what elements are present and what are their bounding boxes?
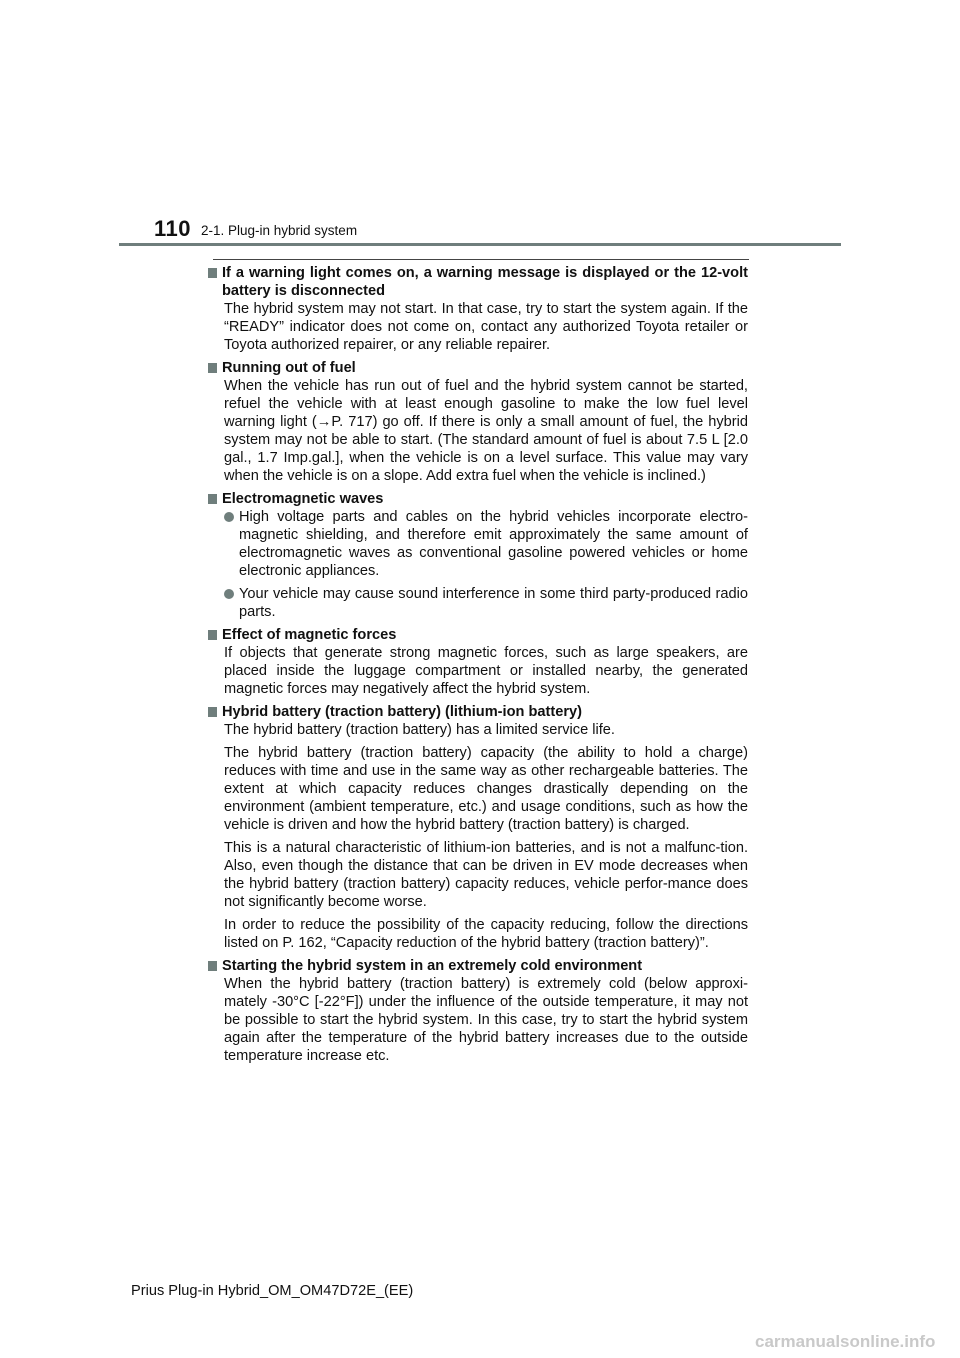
section-title: 2-1. Plug-in hybrid system — [201, 223, 358, 238]
content-rule — [213, 259, 749, 260]
paragraph: The hybrid system may not start. In that case, try to start the system again. If the “READY” indicator does not come on, contact any authorized Toyota retailer or Toyota authorized repairer, or any reliable repairer. — [224, 301, 748, 353]
square-bullet-icon — [208, 630, 217, 640]
bullet-item — [224, 508, 748, 580]
watermark: carmanualsonline.info — [755, 1332, 936, 1351]
section-running-out-of-fuel — [208, 359, 748, 485]
square-bullet-icon — [208, 363, 217, 373]
section-heading — [208, 490, 748, 508]
heading-text: Effect of magnetic forces — [222, 627, 397, 643]
paragraph: The hybrid battery (traction battery) has a limited service life. — [224, 722, 615, 738]
square-bullet-icon — [208, 961, 217, 971]
heading-text: Hybrid battery (traction battery) (lithium-ion battery) — [222, 704, 583, 720]
paragraph: In order to reduce the possibility of the capacity reducing, follow the directions listed on P. 162, “Capacity reduction of the hybrid battery (traction battery)”. — [224, 917, 748, 951]
heading-text: Electromagnetic waves — [222, 491, 384, 507]
section-heading — [208, 359, 748, 377]
paragraph: This is a natural characteristic of lithium-ion batteries, and is not a malfunc-tion. Also, even though the distance that can be driven in EV mode decreases when the hybrid battery (traction battery) capacity reduces, vehicle perfor-mance does not significantly become worse. — [224, 840, 748, 910]
square-bullet-icon — [208, 494, 217, 504]
section-magnetic-forces — [208, 626, 748, 698]
heading-text: Running out of fuel — [222, 360, 356, 376]
section-cold-environment — [208, 957, 748, 1065]
square-bullet-icon — [208, 707, 217, 717]
section-hybrid-battery — [208, 703, 748, 952]
bullet-item — [224, 585, 748, 621]
circle-bullet-icon — [224, 512, 234, 522]
header-rule — [119, 243, 841, 246]
paragraph: When the vehicle has run out of fuel and the hybrid system cannot be started, refuel the vehicle with at least enough gasoline to make the low fuel level warning light (→P. 717) go off. If there is only a small amount of fuel, the hybrid system may not be able to start. (The standard amount of fuel is about 7.5 L [2.0 gal., 1.7 Imp.gal.], when the vehicle is on a level surface. This value may vary when the vehicle is on a slope. Add extra fuel when the vehicle is inclined.) — [224, 378, 748, 484]
page-number: 110 — [154, 216, 191, 241]
paragraph: When the hybrid battery (traction battery) is extremely cold (below approxi-mately -30°C [-22°F]) under the influence of the outside temperature, it may not be possible to start the hybrid system. In this case, try to start the hybrid system again after the temperature of the hybrid battery increases due to the outside temperature increase etc. — [224, 976, 748, 1064]
circle-bullet-icon — [224, 589, 234, 599]
section-heading — [208, 957, 748, 975]
heading-text: If a warning light comes on, a warning message is displayed or the 12-volt battery is disconnected — [222, 265, 748, 299]
section-heading — [208, 703, 748, 721]
section-warning-light — [208, 264, 748, 354]
paragraph: The hybrid battery (traction battery) capacity (the ability to hold a charge) reduces with time and use in the same way as other rechargeable batteries. The extent at which capacity reduces changes drastically depending on the environment (ambient temperature, etc.) and usage conditions, such as how the vehicle is driven and how the hybrid battery (traction battery) is charged. — [224, 745, 748, 833]
paragraph: If objects that generate strong magnetic forces, such as large speakers, are placed inside the luggage compartment or installed nearby, the generated magnetic forces may negatively affect the hybrid system. — [224, 645, 748, 697]
document-footer: Prius Plug-in Hybrid_OM_OM47D72E_(EE) — [131, 1283, 414, 1299]
bullet-text: High voltage parts and cables on the hybrid vehicles incorporate electro-magnetic shielding, and therefore emit approximately the same amount of electromagnetic waves as conventional gasoline powered vehicles or home electronic appliances. — [239, 509, 748, 579]
heading-text: Starting the hybrid system in an extremely cold environment — [222, 958, 643, 974]
bullet-text: Your vehicle may cause sound interference in some third party-produced radio parts. — [239, 586, 748, 620]
section-heading — [208, 264, 748, 300]
section-heading — [208, 626, 748, 644]
content-area — [208, 264, 748, 1070]
square-bullet-icon — [208, 268, 217, 278]
section-electromagnetic-waves — [208, 490, 748, 621]
